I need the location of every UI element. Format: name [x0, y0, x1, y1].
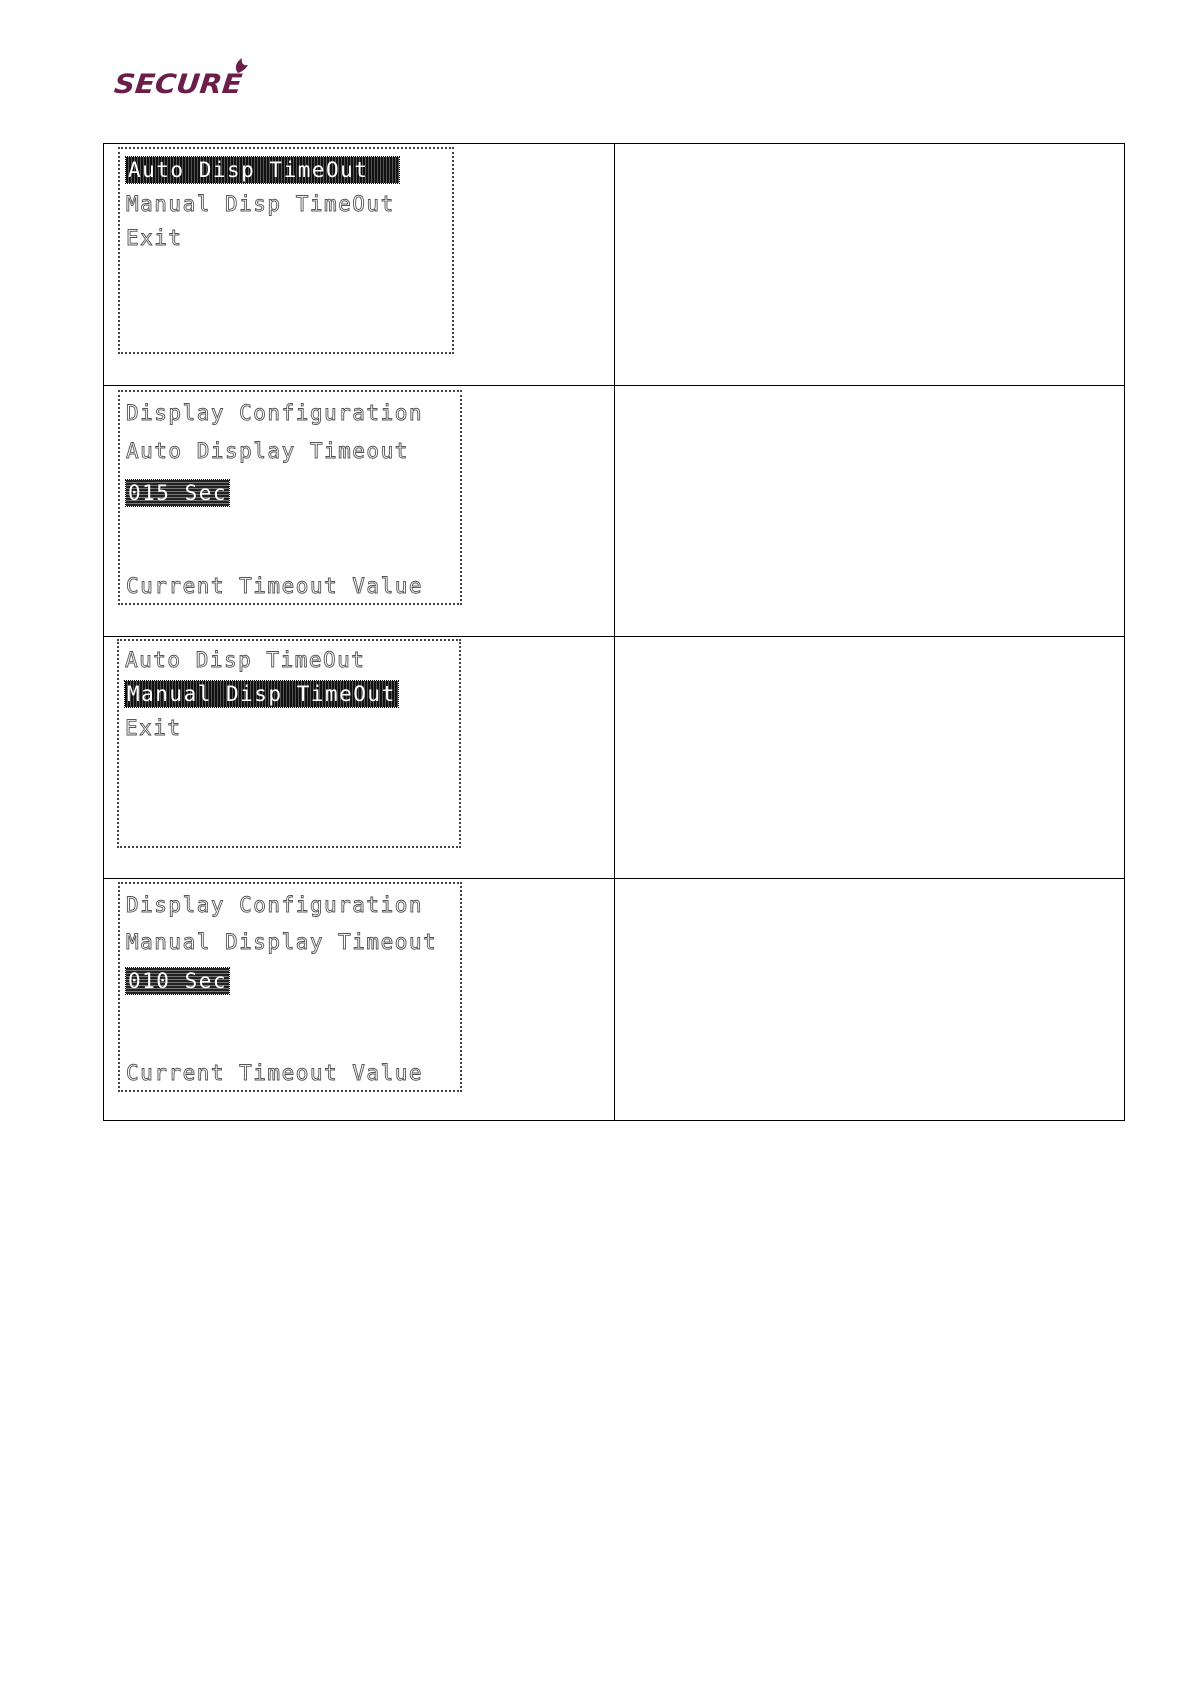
table-row	[104, 879, 1125, 1121]
screen-cell	[104, 144, 615, 386]
screen-cell	[104, 879, 615, 1121]
lcd-menu-item: Exit	[126, 226, 183, 250]
logo-text: SECURE	[112, 68, 244, 100]
lcd-menu-item: Manual Disp TimeOut	[126, 192, 395, 216]
lcd-value-selected: 015 Sec	[128, 481, 228, 505]
screen-flow-table	[103, 143, 1125, 1121]
screen-cell	[104, 637, 615, 879]
lcd-subtitle: Auto Display Timeout	[126, 439, 409, 463]
description-cell	[614, 879, 1125, 1121]
table-row	[104, 386, 1125, 637]
lcd-value-selected: 010 Sec	[128, 969, 228, 993]
lcd-screen	[118, 390, 462, 605]
screen-cell	[104, 386, 615, 637]
lcd-menu-item: Auto Disp TimeOut	[125, 648, 366, 672]
description-cell	[614, 144, 1125, 386]
lcd-menu-item-selected: Manual Disp TimeOut	[127, 682, 396, 706]
description-cell	[614, 637, 1125, 879]
table-row	[104, 637, 1125, 879]
lcd-screen	[117, 639, 461, 848]
lcd-subtitle: Manual Display Timeout	[126, 930, 438, 954]
description-cell	[614, 386, 1125, 637]
table-row	[104, 144, 1125, 386]
lcd-screen	[118, 147, 454, 354]
lcd-screen	[118, 882, 462, 1092]
lcd-footer: Current Timeout Value	[126, 574, 424, 598]
lcd-footer: Current Timeout Value	[126, 1061, 424, 1085]
company-logo	[112, 56, 262, 102]
lcd-menu-item-selected: Auto Disp TimeOut	[128, 158, 397, 182]
lcd-title: Display Configuration	[126, 401, 424, 425]
lcd-menu-item: Exit	[125, 716, 182, 740]
lcd-title: Display Configuration	[126, 893, 424, 917]
